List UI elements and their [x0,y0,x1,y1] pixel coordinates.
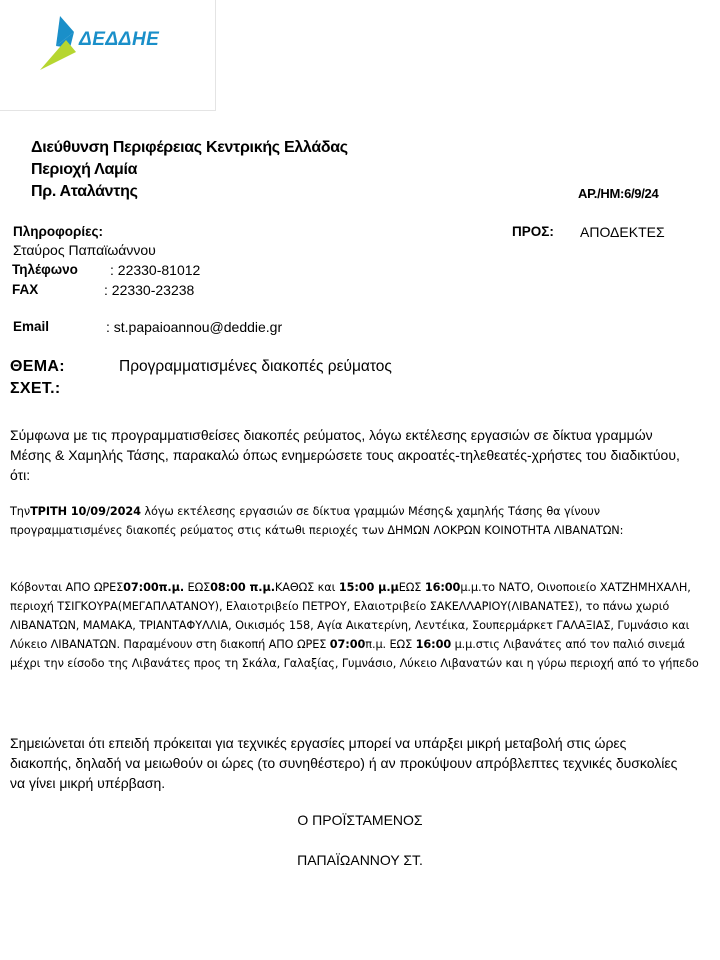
email-label: Email [13,319,50,334]
note-paragraph: Σημειώνεται ότι επειδή πρόκειται για τεχνικές εργασίες μπορεί να υπάρξει μικρή μεταβολή στις ώρες διακοπής, δηλαδή να μειωθούν οι ώρες (το συνηθέστερο) ή αν προκύψουν απρόβλεπτες τεχνικές δυσκολίες να γίνει μικρή υπέρβαση. [10,735,678,791]
reference-number: ΑΡ./ΗΜ:6/9/24 [578,186,659,201]
logo-text: ΔΕΔΔΗΕ [79,29,160,50]
subject-label: ΘΕΜΑ: [10,358,65,375]
area-title: Περιοχή Λαμία [31,161,138,178]
phone-value: : 22330-81012 [110,262,201,278]
announcement-paragraph: ΤηνΤΡΙΤΗ 10/09/2024 λόγω εκτέλεσης εργασιών σε δίκτυα γραμμών Μέσης& χαμηλής Τάσης θα γίνουν προγραμματισμένες διακοπές ρεύματος στις κάτωθι περιοχές των ΔΗΜΩΝ ΛΟΚΡΩΝ ΚΟΙΝΟΤΗΤΑ ΛΙΒΑΝΑΤΩΝ: [10,505,624,537]
details-paragraph: Κόβονται ΑΠΟ ΩΡΕΣ07:00π.μ. ΕΩΣ08:00 π.μ.ΚΑΘΩΣ και 15:00 μ.μΕΩΣ 16:00μ.μ.το ΝΑΤΟ, Οινοποιείο ΧΑΤΖΗΜΗΧΑΛΗ, περιοχή ΤΣΙΓΚΟΥΡΑ(ΜΕΓΑΠΛΑΤΑΝΟΥ), Ελαιοτριβείο ΠΕΤΡΟΥ, Ελαιοτριβείο ΣΑΚΕΛΛΑΡΙΟΥ(ΛΙΒΑΝΑΤΕΣ), το πάνω χωριό ΛΙΒΑΝΑΤΩΝ, ΜΑΜΑΚΑ, ΤΡΙΑΝΤΑΦΥΛΛΙΑ, Οικισμός 158, Αγία Αικατερίνη, Λεντέικα, Σουπερμάρκετ ΓΑΛΑΞΙΑΣ, Γυμνάσιο και Λύκειο ΛΙΒΑΝΑΤΩΝ. Παραμένουν στη διακοπή ΑΠΟ ΩΡΕΣ 07:00π.μ. ΕΩΣ 16:00 μ.μ.στις Λιβανάτες από τον παλιό σινεμά μέχρι την είσοδο της Λιβανάτες προς τη Σκάλα, Γαλαξίας, Γυμνάσιο, Λύκειο Λιβανατών και η γύρω περιοχή από το γήπεδο [10,581,699,670]
reference-label: ΣΧΕΤ.: [10,380,61,397]
recipient-label: ΠΡΟΣ: [512,224,554,239]
info-label: Πληροφορίες: [13,224,104,239]
recipient-value: ΑΠΟΔΕΚΤΕΣ [580,224,665,240]
phone-label: Τηλέφωνο [12,262,78,277]
signature-title: Ο ΠΡΟΪΣΤΑΜΕΝΟΣ [297,812,423,828]
contact-name: Σταύρος Παπαϊωάννου [13,242,156,258]
directorate-title: Διεύθυνση Περιφέρειας Κεντρικής Ελλάδας [31,139,348,156]
subject-value: Προγραμματισμένες διακοπές ρεύματος [119,358,392,375]
announce-day: ΤΡΙΤΗ 10/09/2024 [30,505,141,518]
email-value: : st.papaioannou@deddie.gr [106,319,283,335]
office-title: Πρ. Αταλάντης [31,183,138,200]
fax-label: FAX [12,282,39,297]
intro-paragraph: Σύμφωνα με τις προγραμματισθείσες διακοπές ρεύματος, λόγω εκτέλεσης εργασιών σε δίκτυα γραμμών Μέσης & Χαμηλής Τάσης, παρακαλώ όπως ενημερώσετε τους ακροατές-τηλεθεατές-χρήστες του διαδικτύου, ότι: [10,427,680,483]
fax-value: : 22330-23238 [104,282,195,298]
signature-name: ΠΑΠΑΪΩΑΝΝΟΥ ΣΤ. [297,852,423,868]
logo-box [0,0,216,111]
